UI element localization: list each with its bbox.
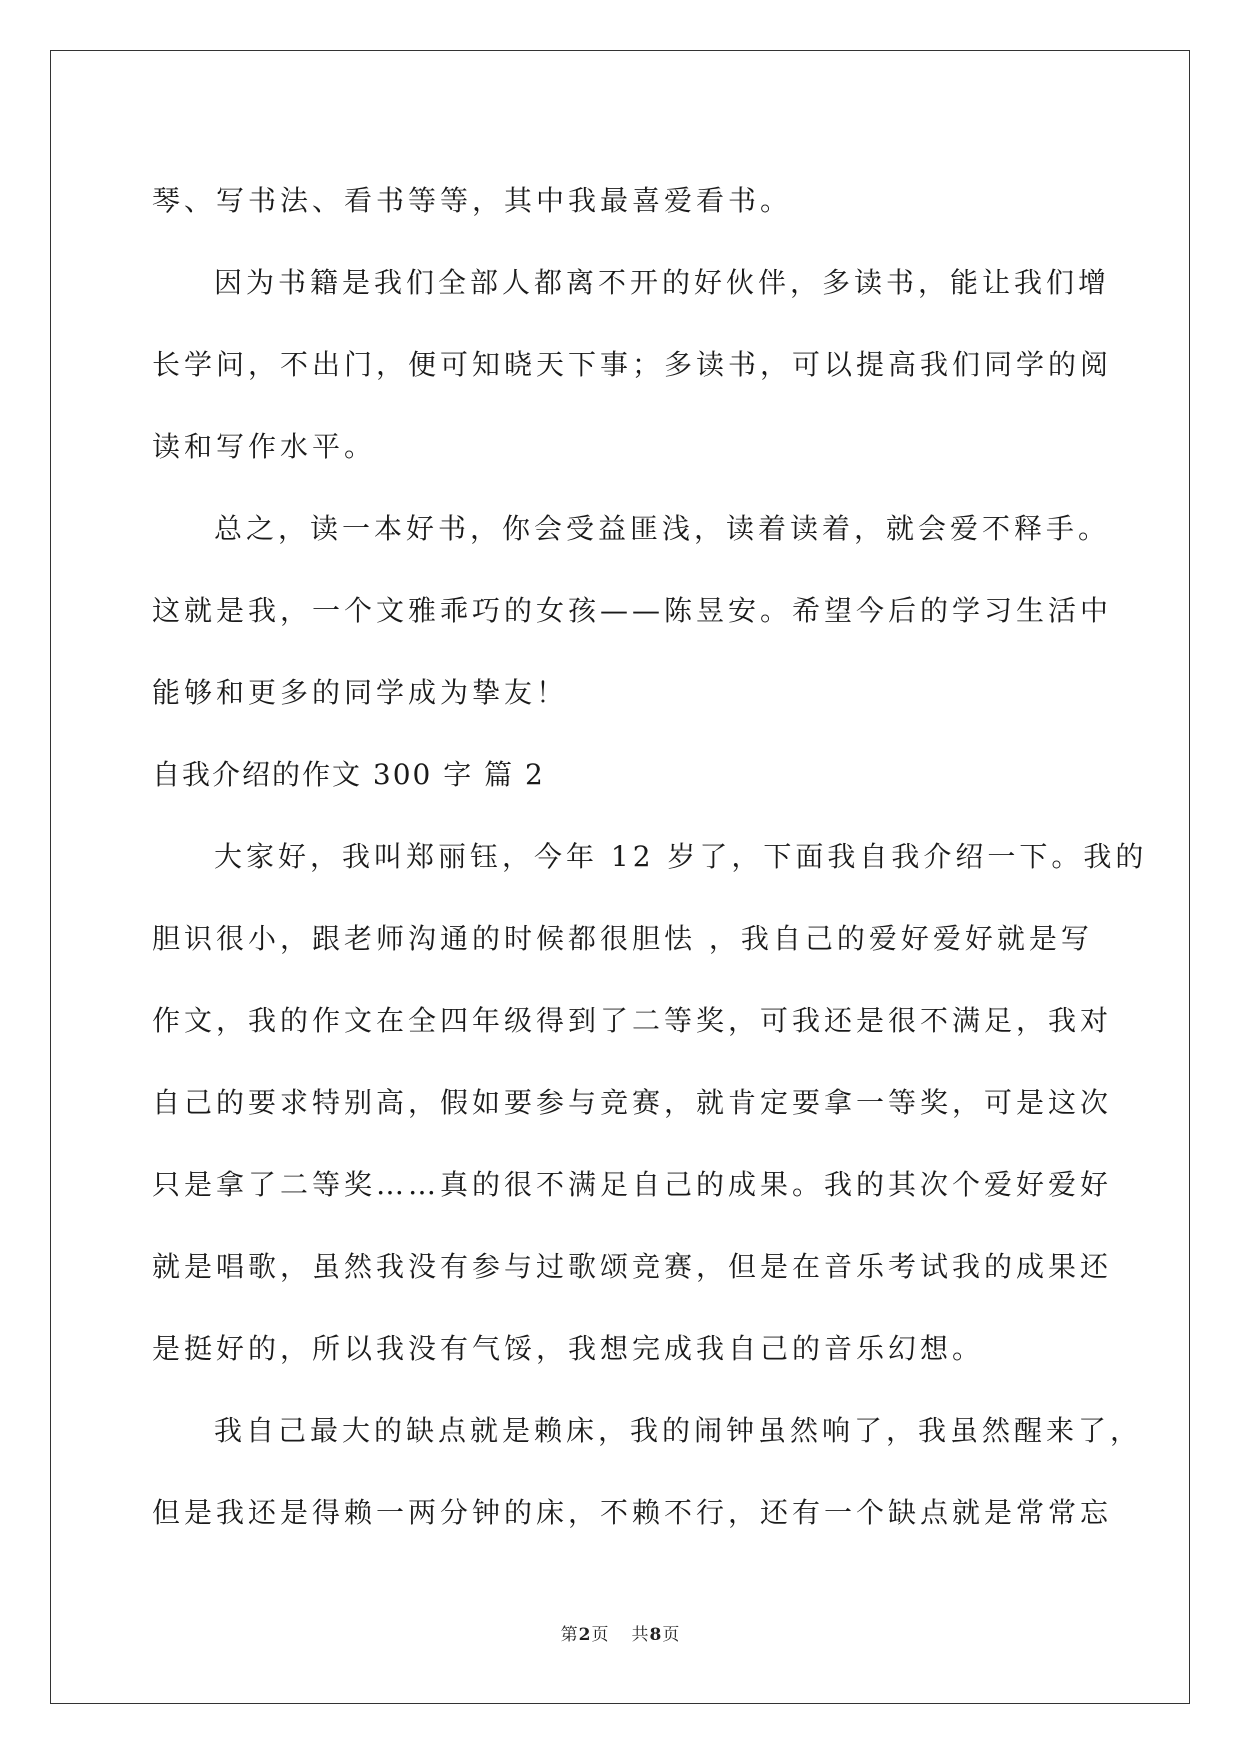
text-line: 琴、写书法、看书等等，其中我最喜爱看书。 <box>152 184 793 217</box>
text-line: 因为书籍是我们全部人都离不开的好伙伴，多读书，能让我们增 <box>214 266 1111 299</box>
text-line: 这就是我，一个文雅乖巧的女孩——陈昱安。希望今后的学习生活中 <box>152 594 1113 627</box>
text-line: 能够和更多的同学成为挚友！ <box>152 676 569 709</box>
text-line: 自己的要求特别高，假如要参与竞赛，就肯定要拿一等奖，可是这次 <box>152 1086 1113 1119</box>
footer-page-unit: 页 <box>591 1625 610 1645</box>
text-line: 作文，我的作文在全四年级得到了二等奖，可我还是很不满足，我对 <box>152 1004 1113 1037</box>
text-line: 大家好，我叫郑丽钰，今年 12 岁了，下面我自我介绍一下。我的 <box>214 840 1148 873</box>
text-line: 读和写作水平。 <box>152 430 377 463</box>
text-line: 长学问，不出门，便可知晓天下事；多读书，可以提高我们同学的阅 <box>152 348 1113 381</box>
text-line: 胆识很小，跟老师沟通的时候都很胆怯 ，我自己的爱好爱好就是写 <box>152 922 1093 955</box>
footer-total-unit: 页 <box>662 1625 681 1645</box>
text-line: 是挺好的，所以我没有气馁，我想完成我自己的音乐幻想。 <box>152 1332 985 1365</box>
text-line: 总之，读一本好书，你会受益匪浅，读着读着，就会爱不释手。 <box>214 512 1111 545</box>
text-line: 但是我还是得赖一两分钟的床，不赖不行，还有一个缺点就是常常忘 <box>152 1496 1113 1529</box>
footer-prefix: 第 <box>560 1625 579 1645</box>
footer-total-prefix: 共 <box>631 1625 650 1645</box>
text-line: 我自己最大的缺点就是赖床，我的闹钟虽然响了，我虽然醒来了， <box>214 1414 1143 1447</box>
current-page-number: 2 <box>578 1625 592 1645</box>
text-line: 就是唱歌，虽然我没有参与过歌颂竞赛，但是在音乐考试我的成果还 <box>152 1250 1113 1283</box>
document-body <box>152 160 1148 1554</box>
page-footer <box>0 1620 1241 1645</box>
total-page-count: 8 <box>649 1625 663 1645</box>
section-heading: 自我介绍的作文 300 字 篇 2 <box>152 758 545 791</box>
text-line: 只是拿了二等奖……真的很不满足自己的成果。我的其次个爱好爱好 <box>152 1168 1113 1201</box>
